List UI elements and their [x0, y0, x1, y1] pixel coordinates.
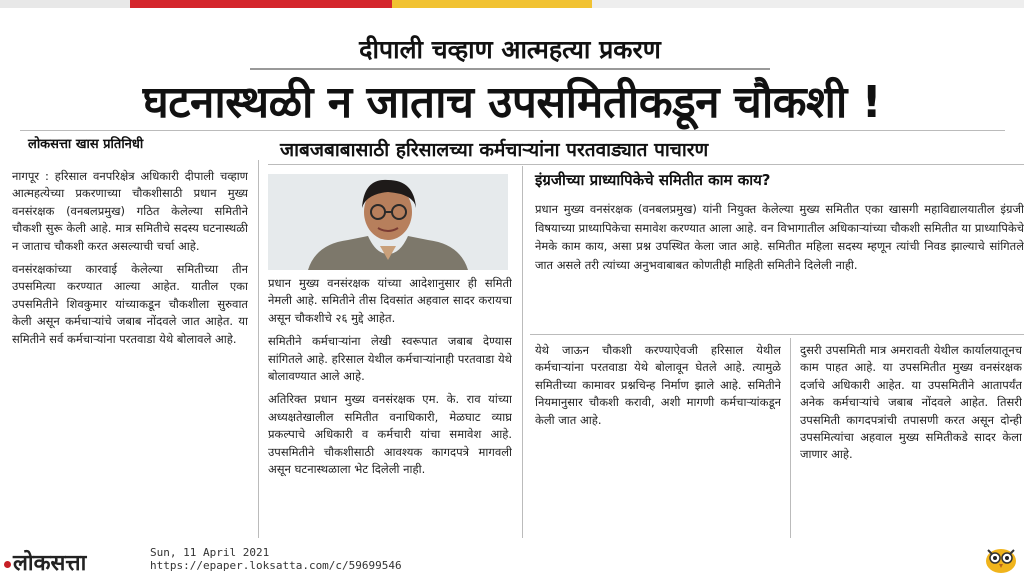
article-column-2 — [268, 275, 512, 538]
band-red — [130, 0, 392, 8]
top-color-band — [0, 0, 1024, 8]
newspaper-logo — [4, 547, 86, 577]
band-right — [592, 0, 1024, 8]
owl-mascot-icon — [982, 544, 1020, 574]
article-column-3 — [535, 342, 781, 538]
logo-dot-icon — [4, 561, 11, 568]
epaper-link[interactable]: https://epaper.loksatta.com/c/59699546 — [150, 559, 402, 572]
band-left — [0, 0, 130, 8]
edition-date: Sun, 11 April 2021 — [150, 546, 270, 559]
paragraph: वनसंरक्षकांच्या कारवाई केलेल्या समितीच्या तीन उपसमित्या करण्यात आल्या आहेत. यातील एका उपसमितीने शिवकुमार यांच्याकडून चौकशीला सुरुवात केली असून कर्मचाऱ्यांचे जबाब नोंदवले जात आहेत. या समितीने सर्व कर्मचाऱ्यांना परतवाडा येथे बोलावले आहे. — [12, 262, 248, 346]
box-divider — [530, 334, 1024, 335]
headline-divider — [20, 130, 1005, 131]
paragraph: दुसरी उपसमिती मात्र अमरावती येथील कार्यालयातूनच काम पाहत आहे. या उपसमितीत मुख्य वनसंरक्षक दर्जाचे अधिकारी आहेत. या उपसमितीने आतापर्यंत अनेक कर्मचाऱ्यांचे जबाब नोंदवले आहेत. तिसरी उपसमिती कागदपत्रांची तपासणी करत असून दोन्ही उपसमित्यांचा अहवाल मुख्य समितीकडे सादर केला जाणार आहे. — [800, 343, 1022, 462]
logo-text: लोकसत्ता — [13, 551, 87, 576]
portrait-image — [268, 174, 508, 270]
column-divider — [790, 338, 791, 538]
byline: लोकसत्ता खास प्रतिनिधी — [28, 137, 144, 152]
column-divider — [258, 160, 259, 538]
article-subheadline: जाबजबाबासाठी हरिसालच्या कर्मचाऱ्यांना परतवाड्यात पाचारण — [280, 139, 709, 161]
article-column-1 — [12, 168, 248, 538]
subhead-divider — [268, 164, 1024, 165]
column-divider — [522, 166, 523, 538]
footer-meta — [150, 546, 402, 572]
author-photo — [268, 174, 508, 270]
article-headline: घटनास्थळी न जाताच उपसमितीकडून चौकशी ! — [142, 77, 882, 128]
sidebar-box-body: प्रधान मुख्य वनसंरक्षक (वनबलप्रमुख) यांनी नियुक्त केलेल्या मुख्य समितीत एका खासगी महाविद्यालयातील इंग्रजी विषयाच्या प्राध्यापिकेचा समावेश करण्यात आला आहे. वन विभागातील अधिकाऱ्यांच्या चौकशी समितीत या प्राध्यापिकेचे नेमके काम काय, असा प्रश्न उपस्थित केला जात आहे. समितीत महिला सदस्य म्हणून त्यांची निवड झाल्याचे सांगितले जात असले तरी त्यांच्या अनुभवाबाबत कोणतीही माहिती समितीने दिलेली नाही. — [535, 202, 1024, 272]
sidebar-box-title: इंग्रजीच्या प्राध्यापिकेचे समितीत काम काय? — [535, 171, 771, 189]
paragraph: समितीने कर्मचाऱ्यांना लेखी स्वरूपात जबाब देण्यास सांगितले आहे. हरिसाल येथील कर्मचाऱ्यांनाही परतवाडा येथे बोलावण्यात आले आहे. — [268, 334, 512, 384]
paragraph: अतिरिक्त प्रधान मुख्य वनसंरक्षक एम. के. राव यांच्या अध्यक्षतेखालील समितीत वनाधिकारी, मेळघाट व्याघ्र प्रकल्पाचे अधिकारी व कर्मचारी यांचा समावेश आहे. उपसमितीने चौकशीसाठी आवश्यक कागदपत्रे मागवली असून घटनास्थळाला भेट दिलेली नाही. — [268, 392, 512, 477]
band-yellow — [392, 0, 592, 8]
photo-caption: प्रधान मुख्य वनसंरक्षक यांच्या आदेशानुसार ही समिती नेमली आहे. समितीने तीस दिवसांत अहवाल सादर करायचा असून चौकशीचे २६ मुद्दे आहेत. — [268, 276, 512, 325]
article-kicker: दीपाली चव्हाण आत्महत्या प्रकरण — [250, 32, 770, 70]
article-column-4 — [800, 342, 1022, 538]
paragraph: येथे जाऊन चौकशी करण्याऐवजी हरिसाल येथील कर्मचाऱ्यांना परतवाडा येथे बोलावून घेतले आहे. त्यामुळे समितीच्या कामावर प्रश्नचिन्ह निर्माण झाले आहे. समितीने नियमानुसार चौकशी करावी, अशी मागणी कर्मचाऱ्यांकडून केली जात आहे. — [535, 343, 781, 427]
paragraph: नागपूर : हरिसाल वनपरिक्षेत्र अधिकारी दीपाली चव्हाण आत्महत्येच्या प्रकरणाच्या चौकशीसाठी प्रधान मुख्य वनसंरक्षक (वनबलप्रमुख) गठित केलेल्या समितीने चौकशी सुरू केली आहे. मात्र समितीचे सदस्य घटनास्थळी न जाताच चौकशी करत असल्याची चर्चा आहे. — [12, 169, 248, 253]
